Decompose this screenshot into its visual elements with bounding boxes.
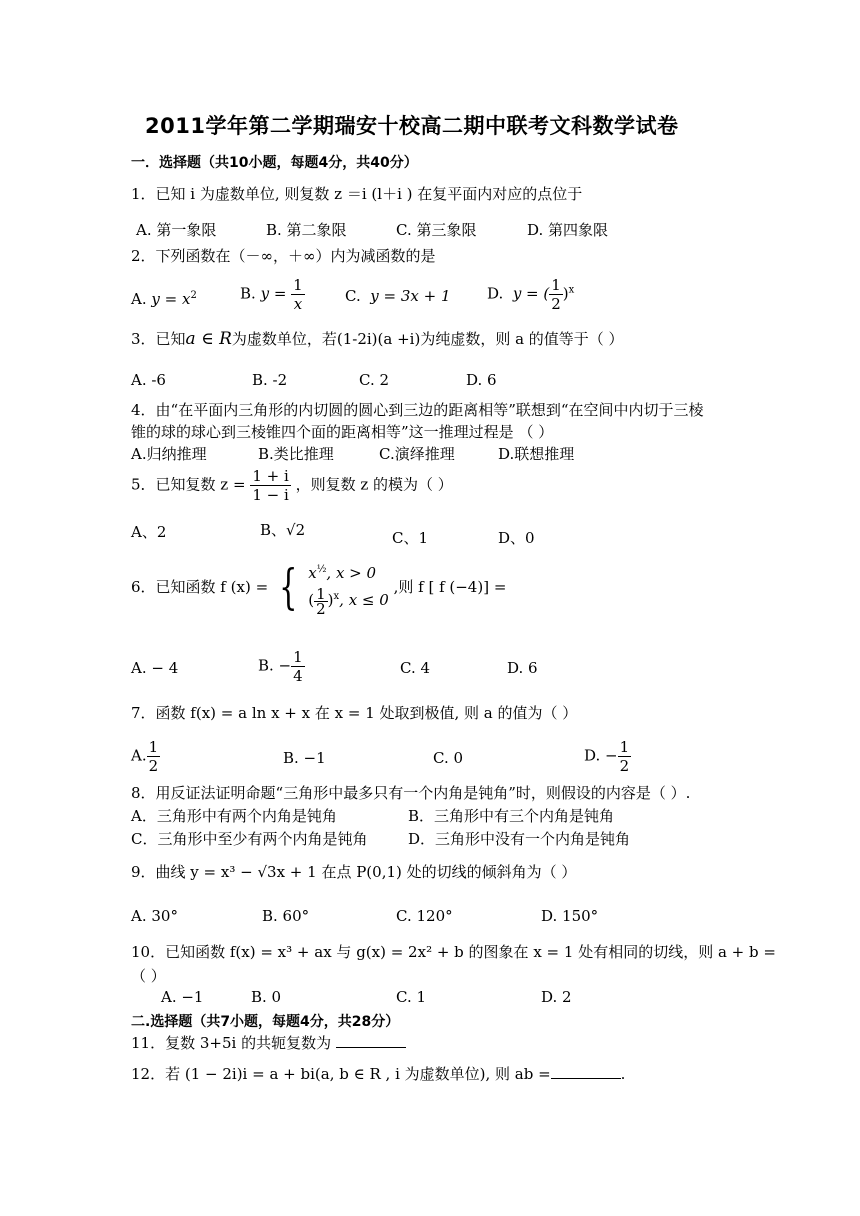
q3-option-b: B. -2 [252,371,288,389]
q6-option-c: C. 4 [400,659,431,677]
q8-option-c: C．三角形中至少有两个内角是钝角 [131,830,368,848]
q6-option-a: A. − 4 [131,659,179,677]
q3-option-a: A. -6 [131,371,166,389]
q5-option-c: C、1 [392,529,429,547]
q8-option-a: A．三角形中有两个内角是钝角 [131,807,337,825]
q7-option-d: D. − $\frac{1}{2}$ [584,738,630,775]
q10-option-b: B. 0 [251,988,282,1006]
q4-option-b: B.类比推理 [258,445,334,463]
q7-option-c: C. 0 [433,749,464,767]
q10-option-c: C. 1 [396,988,427,1006]
q3-option-d: D. 6 [466,371,497,389]
question-5: 5．已知复数 z = $\frac{1 + i}{1 - i}$ ，则复数 z 的模为（ ） [131,467,453,504]
question-1: 1．已知 i 为虚数单位, 则复数 z ＝i (l＋i ) 在复平面内对应的点位于 [131,185,583,203]
question-6: 6．已知函数 f (x) = { $x^{\frac{1}{2}}$, x > 0 ( $\frac{1}{2}$ )$^x$, x ≤ 0 ,则 f [ f (−4)] = [131,558,507,618]
question-7: 7．函数 f(x) = a ln x + x 在 x = 1 处取到极值, 则 a 的值为（ ） [131,704,578,722]
q8-option-b: B．三角形中有三个内角是钝角 [408,807,615,825]
question-8: 8．用反证法证明命题“三角形中最多只有一个内角是钝角”时，则假设的内容是（ ）. [131,784,691,802]
answer-blank-11[interactable] [336,1033,406,1048]
question-10-line-2: （ ） [131,967,166,985]
q10-option-d: D. 2 [541,988,572,1006]
piecewise-cases: $x^{\frac{1}{2}}$, x > 0 ( $\frac{1}{2}$ )$^x$, x ≤ 0 [308,564,389,618]
piecewise-brace: { [279,558,298,615]
q4-option-c: C.演绎推理 [379,445,455,463]
q9-option-c: C. 120° [396,907,453,925]
q2-option-c: C. y = 3x + 1 [345,287,451,305]
section-1-heading: 一．选择题（共10小题，每题4分，共40分） [131,155,418,171]
question-11: 11．复数 3+5i 的共轭复数为 [131,1033,406,1053]
q7-option-a: A. $\frac{1}{2}$ [131,738,159,775]
q6-option-b: B. − $\frac{1}{4}$ [258,648,303,685]
question-3: 3．已知a ∈ R为虚数单位，若(1-2i)(a +i)为纯虚数，则 a 的值等于（ ） [131,329,624,349]
page-title: 2011学年第二学期瑞安十校高二期中联考文科数学试卷 [145,114,679,138]
question-12: 12．若 (1 − 2i)i = a + bi(a, b ∈ R , i 为虚数单位), 则 ab = . [131,1065,626,1083]
q4-option-a: A.归纳推理 [131,445,207,463]
q5-option-d: D、0 [498,529,535,547]
q4-option-d: D.联想推理 [498,445,575,463]
answer-blank-12[interactable] [551,1064,621,1079]
question-2: 2．下列函数在（－∞，＋∞）内为减函数的是 [131,247,436,265]
q2-option-a: A. $y = x^2$ [131,290,197,308]
question-4-line-1: 4．由“在平面内三角形的内切圆的圆心到三边的距离相等”联想到“在空间中内切于三棱 [131,401,704,419]
q1-option-a: A. 第一象限 [136,221,217,239]
q9-option-a: A. 30° [131,907,178,925]
q1-option-b: B. 第二象限 [266,221,347,239]
section-2-heading: 二.选择题（共7小题，每题4分，共28分） [131,1014,400,1030]
q1-option-d: D. 第四象限 [527,221,609,239]
q8-option-d: D．三角形中没有一个内角是钝角 [408,830,631,848]
question-4-line-2: 锥的球的球心到三棱锥四个面的距离相等”这一推理过程是 （ ） [131,423,554,441]
q9-option-d: D. 150° [541,907,599,925]
q9-option-b: B. 60° [262,907,310,925]
q5-option-b: B、√2 [260,521,306,539]
q6-option-d: D. 6 [507,659,538,677]
q1-option-c: C. 第三象限 [396,221,477,239]
question-9: 9．曲线 y = x³ − √3x + 1 在点 P(0,1) 处的切线的倾斜角为（ ） [131,863,577,881]
q2-option-d: D. y = ( $\frac{1}{2}$ )$^x$ [487,276,575,313]
q5-option-a: A、2 [131,523,167,541]
q3-option-c: C. 2 [359,371,390,389]
q7-option-b: B. −1 [283,749,326,767]
q10-option-a: A. −1 [161,988,204,1006]
q2-option-b: B. y = $\frac{1}{x}$ [240,276,303,313]
question-10-line-1: 10．已知函数 f(x) = x³ + ax 与 g(x) = 2x² + b 的图象在 x = 1 处有相同的切线，则 a + b = [131,943,776,961]
